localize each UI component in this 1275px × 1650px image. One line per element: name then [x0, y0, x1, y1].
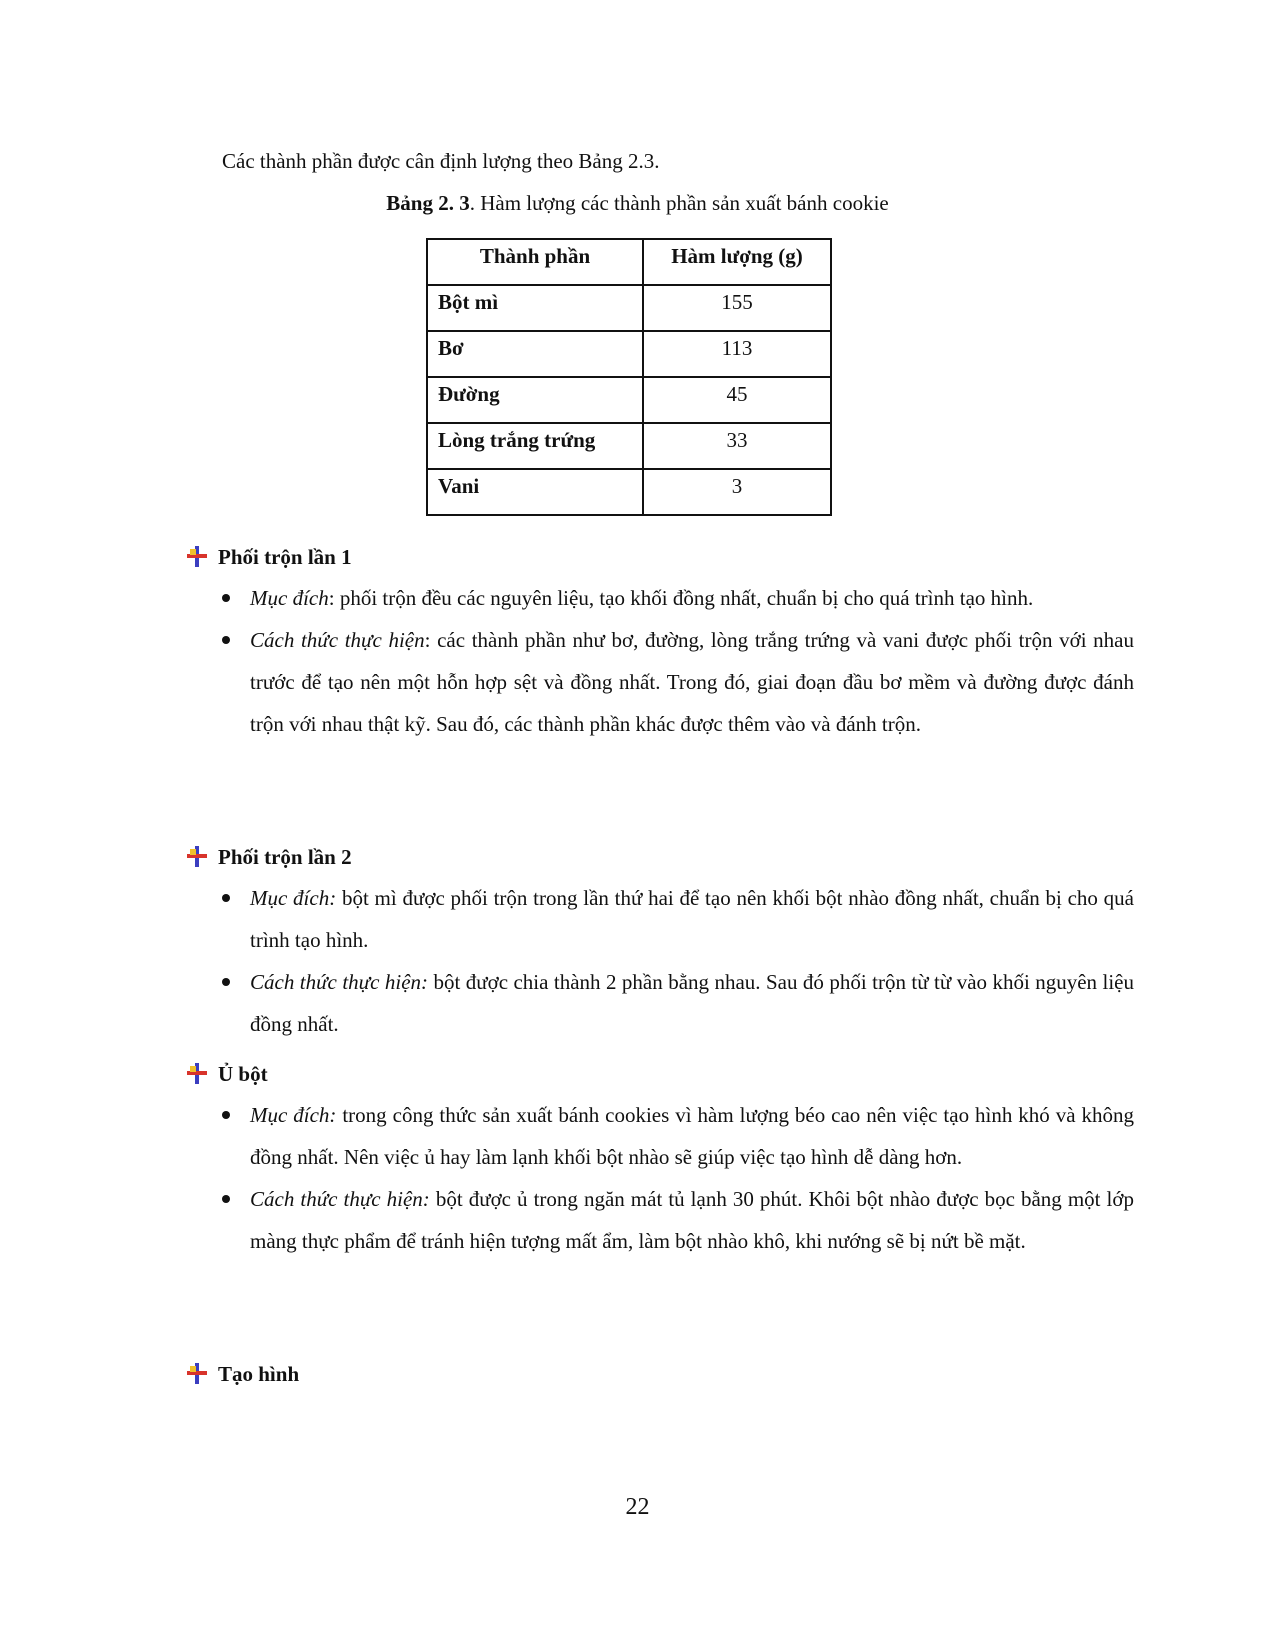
cross-bullet-icon [186, 845, 208, 869]
section-heading-mixing-1 [186, 542, 352, 572]
ingredient-amount: 33 [643, 423, 831, 469]
list-item [222, 1094, 1134, 1178]
section-heading-text: Ủ bột [218, 1061, 268, 1086]
page-number: 22 [625, 1494, 650, 1520]
table-caption-label: Bảng 2. 3 [386, 191, 470, 215]
cross-bullet-icon [186, 1362, 208, 1386]
item-label: Cách thức thực hiện: [250, 970, 429, 994]
section-heading-text: Phối trộn lần 2 [218, 844, 352, 869]
ingredient-name: Bột mì [427, 285, 643, 331]
cross-bullet-icon [186, 1062, 208, 1086]
section-heading-resting [186, 1059, 268, 1089]
list-item [222, 577, 1134, 619]
table-row [427, 285, 831, 331]
table-row [427, 469, 831, 515]
header-amount: Hàm lượng (g) [643, 239, 831, 285]
ingredient-amount: 155 [643, 285, 831, 331]
list-item [222, 619, 1134, 745]
section-list-mixing-1 [222, 577, 1134, 745]
list-item [222, 877, 1134, 961]
item-label: Mục đích: [250, 1103, 337, 1127]
section-heading-shaping [186, 1359, 299, 1389]
item-text: trong công thức sản xuất bánh cookies vì hàm lượng béo cao nên việc tạo hình khó và không đồng nhất. Nên việc ủ hay làm lạnh khối bột nhào sẽ giúp việc tạo hình dễ dàng hơn. [250, 1103, 1134, 1169]
ingredient-name: Bơ [427, 331, 643, 377]
item-text: : phối trộn đều các nguyên liệu, tạo khối đồng nhất, chuẩn bị cho quá trình tạo hình. [328, 586, 1034, 610]
item-text: bột mì được phối trộn trong lần thứ hai để tạo nên khối bột nhào đồng nhất, chuẩn bị cho quá trình tạo hình. [250, 886, 1135, 952]
section-heading-mixing-2 [186, 842, 352, 872]
ingredient-name: Đường [427, 377, 643, 423]
section-list-mixing-2 [222, 877, 1134, 1045]
table-caption [0, 191, 1275, 216]
item-text: bột được chia thành 2 phần bằng nhau. Sau đó phối trộn từ từ vào khối nguyên liệu đồng nhất. [250, 970, 1134, 1036]
header-ingredient: Thành phần [427, 239, 643, 285]
item-text: bột được ủ trong ngăn mát tủ lạnh 30 phút. Khôi bột nhào được bọc bằng một lớp màng thực phẩm để tránh hiện tượng mất ẩm, làm bột nhào khô, khi nướng sẽ bị nứt bề mặt. [250, 1187, 1134, 1253]
ingredient-amount: 3 [643, 469, 831, 515]
item-label: Mục đích: [250, 886, 337, 910]
table-row [427, 423, 831, 469]
item-label: Cách thức thực hiện [250, 628, 425, 652]
table-header-row [427, 239, 831, 285]
ingredient-name: Vani [427, 469, 643, 515]
ingredient-amount: 113 [643, 331, 831, 377]
list-item [222, 1178, 1134, 1262]
section-heading-text: Phối trộn lần 1 [218, 544, 352, 569]
item-label: Mục đích [250, 586, 329, 610]
section-heading-text: Tạo hình [218, 1361, 300, 1386]
item-label: Cách thức thực hiện: [250, 1187, 430, 1211]
section-list-resting [222, 1094, 1134, 1262]
intro-paragraph: Các thành phần được cân định lượng theo Bảng 2.3. [222, 149, 660, 173]
table-row [427, 377, 831, 423]
ingredient-amount: 45 [643, 377, 831, 423]
table-caption-text: . Hàm lượng các thành phần sản xuất bánh cookie [469, 191, 889, 215]
list-item [222, 961, 1134, 1045]
cross-bullet-icon [186, 545, 208, 569]
ingredients-table [426, 238, 832, 516]
item-text: : các thành phần như bơ, đường, lòng trắng trứng và vani được phối trộn với nhau trước để tạo nên một hỗn hợp sệt và đồng nhất. Trong đó, giai đoạn đầu bơ mềm và đường được đánh trộn với nhau thật kỹ. Sau đó, các thành phần khác được thêm vào và đánh trộn. [250, 628, 1134, 736]
table-row [427, 331, 831, 377]
ingredient-name: Lòng trắng trứng [427, 423, 643, 469]
